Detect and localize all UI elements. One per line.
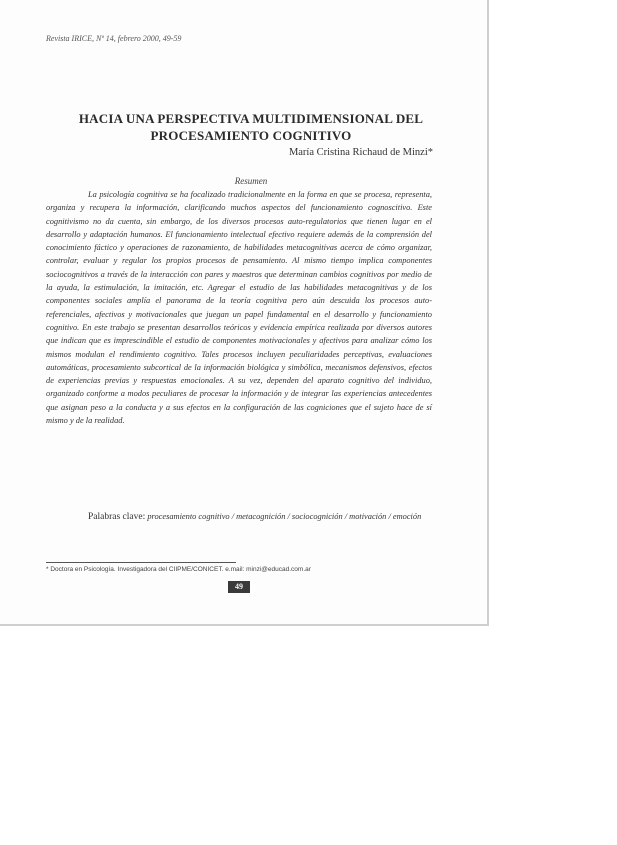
author-footnote: * Doctora en Psicología. Investigadora del CIIPME/CONICET. e.mail: minzi@educad.com.ar bbox=[46, 566, 311, 573]
keywords-terms: procesamiento cognitivo / metacognición / sociocognición / motivación / emoción bbox=[147, 512, 422, 521]
abstract-text: La psicología cognitiva se ha focalizado tradicionalmente en la forma en que se procesa, representa, organiza y recupera la información, clarificando muchos aspectos del funcionamiento cognoscitivo. Este cognitivismo no da cuenta, sin embargo, de los diversos procesos auto-regulatorios que tienen lugar en el desarrollo y adaptación humanos. El funcionamiento intelectual efectivo requiere además de la comprensión del conocimiento fáctico y operaciones de razonamiento, de habilidades metacognitivas acerca de cómo organizar, controlar, evaluar y regular los propios procesos de pensamiento. Al mismo tiempo implica componentes sociocognitivos a través de la interacción con pares y maestros que determinan cambios cognitivos por medio de la ayuda, la estimulación, la imitación, etc. Agregar el estudio de las habilidades metacognitivas y de los componentes sociales amplía el panorama de la teoría cognitiva pero aún descuida los procesos auto-referenciales, afectivos y motivacionales que juegan un papel fundamental en el desarrollo y funcionamiento cognitivo. En este trabajo se presentan desarrollos teóricos y evidencia empírica realizada por diversos autores que indican que es imprescindible el estudio de componentes motivacionales y afectivos para analizar cómo los mismos modulan el rendimiento cognitivo. Tales procesos incluyen peculiaridades perceptivas, evaluaciones automáticas, procesamiento subcortical de la información biológica y simbólica, mecanismos defensivos, efectos de experiencias previas y respuestas emocionales. A su vez, dependen del aparato cognitivo del individuo, organizado conforme a modos peculiares de procesar la información y de integrar las experiencias antecedentes que asignan peso a la conducta y a sus efectos en la configuración de las cogniciones que el sujeto hace de sí mismo y de la realidad. bbox=[46, 190, 432, 426]
author-name: María Cristina Richaud de Minzi* bbox=[288, 147, 433, 158]
title-line-1: HACIA UNA PERSPECTIVA MULTIDIMENSIONAL DEL bbox=[78, 111, 424, 126]
keywords-label: Palabras clave: bbox=[88, 512, 146, 522]
article-title bbox=[46, 110, 456, 144]
title-line-2: PROCESAMIENTO COGNITIVO bbox=[150, 128, 352, 143]
keywords bbox=[46, 510, 432, 524]
journal-header: Revista IRICE, Nº 14, febrero 2000, 49-59 bbox=[46, 34, 182, 43]
page-number-badge: 49 bbox=[228, 581, 250, 593]
abstract-heading: Resumen bbox=[234, 176, 268, 186]
footnote-divider bbox=[46, 562, 236, 563]
